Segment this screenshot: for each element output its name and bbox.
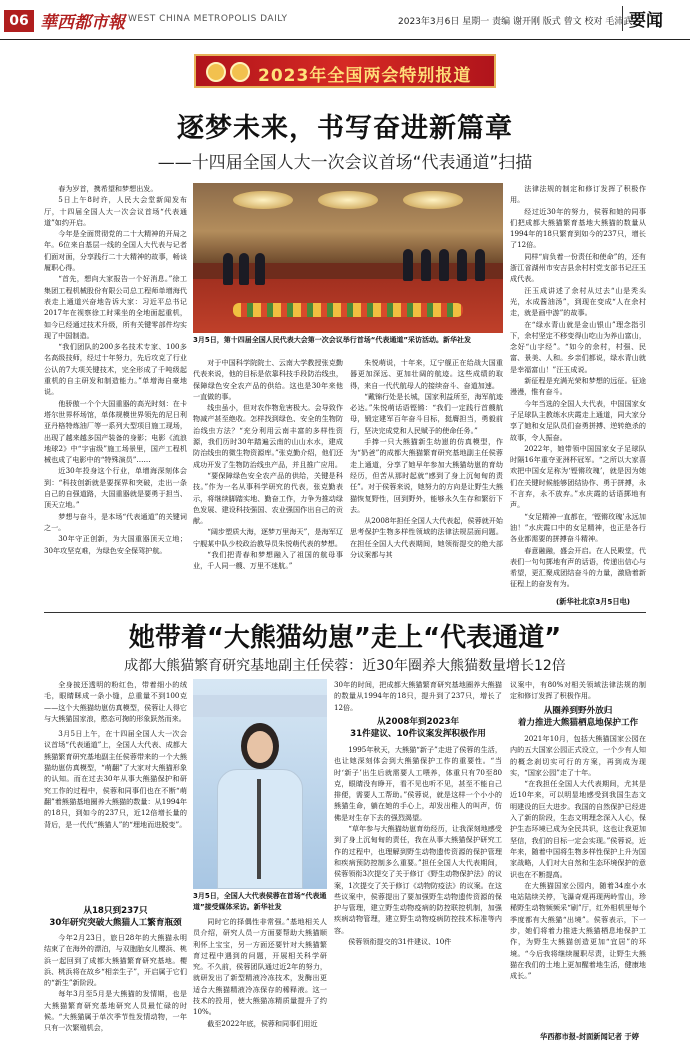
section-title: 要闻: [622, 6, 663, 31]
paragraph: 在大熊猫国家公园内，随着34座小水电站陆续关停，飞瀑奇观再现两岭雪山，珍稀野生动物频频采“刷”厅，红外相机里每个季度都有大熊猫“出境”。侯蓉表示，下一步，她们将着力推进大熊猫栖息地保护工作，为野生大熊猫创造更加“宜居”的环境。“今后我将继续履职尽责，让野生大熊猫在我们的土地上更加醒着地生活，健康地成长。”: [510, 880, 646, 981]
paragraph: 3月5日上午，在十四届全国人大一次会议首场“代表通道”上，全国人大代表、成都大熊猫繁育研究基地副主任侯蓉带来的一个大熊猫幼崽仿真模型，“萌翻”了大家对大熊猫形象的认知。而在过去30年从事大熊猫保护和研究工作的过程中，侯蓉和同事们也在不断“萌翻”着熊猫基地圈养大熊猫的数量：从1994年的18只，到如今的237只，近12倍增长量的背后，是一代代“熊猫人”的“埋地而进脱变”。: [44, 729, 187, 829]
article2-subhead-2: 从2008年到2023年 31件建议、10件议案发挥积极作用: [350, 717, 486, 739]
paragraph: 5日上午8时许，人民大会堂新闻发布厅，十四届全国人大一次会议首场“代表通道”如约开启。: [44, 195, 187, 227]
article1-column-2: [193, 357, 343, 609]
paragraph: 2022年，她带领中国国家女子足球队时隔16年重夺亚洲杯冠军。“之所以大家喜欢把中国女足称为‘铿锵玫瑰’，就是因为她们在关键时候能够团结协作、勇于拼搏，永不言弃，永不放弃。”水庆霞的话语掷地有声。: [510, 443, 646, 510]
paragraph: 今年当选的全国人大代表，中国国家女子足球队主教练水庆霞走上通道，同大家分享了她和女足队员们奋勇拼搏、逆转绝杀的故事，令人振奋。: [510, 398, 646, 442]
paragraph: 春为岁首，携希望和梦想出发。: [58, 184, 158, 193]
article1-credit: (新华社北京3月5日电): [556, 597, 631, 606]
national-emblem-icon: [206, 62, 226, 82]
paragraph: 法律法规的制定和修订发挥了积极作用。: [510, 184, 646, 205]
paragraph: “我们把青春和梦想融入了祖国的航母事业，千人同一艘、万里不迷航。”: [193, 550, 343, 571]
paragraph: 他骄傲一个个大国重器的高光时刻：在卡塔尔世界杯场馆，单体规模世界领先的尼日利亚丹格特炼油厂等一系列大型项目施工现场，出现了越来越多国产装备的身影；电影《流浪地球2》中“宇宙级”施工场景里，国产工程机械也成了电影中的“特殊演员”……: [44, 398, 187, 465]
paragraph: 侯蓉领衔提交的31件建议、10件: [348, 937, 452, 947]
paragraph: 30年守正创新，为大国重器顶天立地；30年攻坚克难，为绿色安全保驾护航。: [44, 534, 187, 555]
article2-subhead-3: 从圈养到野外放归 着力推进大熊猫栖息地保护工作: [517, 706, 639, 728]
article1-column-1: [44, 183, 187, 608]
article2-column-4-top: [510, 679, 646, 703]
masthead: [0, 0, 690, 40]
paper-name-english: WEST CHINA METROPOLIS DAILY: [128, 14, 288, 24]
article2-column-3: [334, 744, 502, 1046]
article2-headline: 她带着“大熊猫幼崽”走上“代表通道”: [128, 623, 562, 653]
paragraph: 今年2月23日，旅日28年的大熊猫永明结束了在海外的漂泊，与双胞胎女儿樱浜、桃浜一起回到了成都大熊猫繁育研究基地。樱浜、桃浜将在故乡“相亲生子”，开启属于它们的“新生”新阶段。: [44, 933, 187, 988]
article1-column-3: [350, 357, 503, 609]
article2-column-1-body: [44, 932, 187, 1046]
paragraph: 同时它的择偶性非常强。”基地相关人员介绍，研究人员一方面要帮助大熊猫顺利怀上宝宝，另一方面还要针对大熊猫繁育过程中遇到的问题，开展相关科学研究。不久前，侯蓉团队通过近2年的努力，就研发出了新型精液冷冻技术，发酶出更适合大熊猫精液冷冻保存的稀释液。这一技术的投用，使大熊猫冻精质量提升了约10%。: [193, 917, 327, 1017]
paragraph: 截至2022年底，侯蓉和同事们用近: [207, 1018, 318, 1028]
cppcc-emblem-icon: [230, 62, 250, 82]
page-number: 06: [4, 10, 34, 32]
special-report-banner: [194, 54, 496, 88]
banner-text: 2023年全国两会特别报道: [258, 66, 472, 86]
paragraph: 新征程是充满光荣和梦想的远征。征途漫漫，惟有奋斗。: [510, 376, 646, 397]
paragraph: “草年参与大熊猫幼崽育幼经历，让我深刻地感受到了身上沉甸甸的责任，我在从事大熊猫保护研究工作的过程中，也理解到野生动物遗传资源的保护管理和疾病预防控制多么重要。”担任全国人大代表期间，侯蓉领衔3次提交了关于修订《野生动物保护法》的议案，1次提交了关于修订《动物防疫法》的议案。在这些议案中，侯蓉提出了要加强野生动物遗传资源的保护与管理，建立野生动物疫病的防控联控机制，加强疾病动物管理，建立野生动物疫病防控技术标准等内容。: [334, 824, 502, 935]
article2-column-1-intro: [44, 679, 187, 903]
article1-headline: 逐梦未来，书写奋进新篇章: [177, 113, 513, 144]
paragraph: 手捧一只大熊猫新生幼崽的仿真模型，作为“奶爸”的成都大熊猫繁育研究基地副主任侯蓉走上通道，分享了她早年参加大熊猫幼崽的育幼经历，但苦从那时起就“感到了身上沉甸甸的责任”。对于侯蓉来说，她努力的方向是让野生大熊猫恢复野性，回到野外，能够永久生存和繁衍下去。: [350, 437, 503, 514]
article2-photo-hou-rong: [193, 679, 327, 889]
paper-name: 華西都市報: [40, 13, 125, 33]
lead-paragraph: 全身披还透明的粉红色，带着细小的绒毛，眼睛眯成一条小缝，总重量不到100克——这个大熊猫幼崽仿真模型，侯蓉让人得它与大熊猫国家浪，憨态可掬的形象跃然而来。: [44, 680, 187, 723]
article2-photo-caption: 3月5日，全国人大代表侯蓉在首场“代表通道”接受媒体采访。新华社发: [193, 892, 327, 911]
article2-credit: 华西都市报-封面新闻记者 于婷: [540, 1032, 639, 1041]
article1-subheadline: ——十四届全国人大一次会议首场“代表通道”扫描: [157, 153, 533, 173]
paragraph: 30年的时间，把成都大熊猫繁育研究基地圈养大熊猫的数量从1994年的18只，提升到了237只，增长了12倍。: [334, 680, 502, 712]
paragraph: “女足精神一直都在，‘铿锵玫瑰’永远加油！”水庆霞口中的女足精神，也正是各行各业都需要的拼搏奋斗精神。: [510, 511, 646, 544]
paragraph: 每年3月至5月是大熊猫的发情期，也是大熊猫繁育研究基地研究人员最忙碌的时候。“大熊猫属于单次季节性发情动物，一年只有一次繁殖机会，: [44, 989, 187, 1033]
paragraph: “要保障绿色安全农产品的供给，关键是科技。”作为一名从事科学研究的代表，张克勤表示，将继续脚踏实地、勤奋工作，力争为推动绿色发展、建设科技强国、农业强国作出自己的贡献。: [193, 470, 343, 526]
paragraph: “阔步塑质大海，逐梦万里海天”，是海军辽宁舰某中队少校政治教导员朱悦萌代表的梦想。: [193, 527, 343, 548]
date-line: 2023年3月6日 星期一 责编 谢开刚 版式 曾文 校对 毛沛武: [398, 17, 633, 27]
article2-column-3-top: [334, 679, 502, 713]
paragraph: 从2008年担任全国人大代表起，侯蓉就开始思考保护生物多样性领域的法律法规层面问题。在担任全国人大代表期间，她领衔提交的绝大部分议案都与其: [350, 516, 503, 560]
paragraph: “我们团队的200多名技术专家、100多名高级技师，经过十年努力，先后攻克了行业公认的7大项关键技术，完全形成了千吨级起重机的自主研发和制造能力。”单增海自豪地说。: [44, 342, 187, 397]
article1-photo-delegates-channel: [193, 183, 503, 333]
paragraph: 近30年投身这个行业，单增海深刻体会到：“科技创新就是要探界和突破，走出一条自己的自强道路，大国重器就是要勇于担当、顶天立地。”: [44, 466, 187, 510]
paragraph: 2021年10月，包括大熊猫国家公园在内的五大国家公园正式设立，一个少有人知的概念刹切实可行的方案，再到成为现实，“国家公园”走了十年。: [510, 734, 646, 777]
paragraph: 朱悦萌说，十年来，辽宁舰正在给战大国重器更加深远、更加壮阔的航迹。这些成绩的取得，来自一代代航母人的接续奋斗、奋道加速。: [350, 358, 503, 390]
paragraph: 线虫虽小，但对农作物危害极大。会导致作物减产甚至绝收。怎样找到绿色、安全的生物防治线虫方法？“充分利用云南丰富的多样性资源，我们历时30年踏遍云南的山山水水，建成防治线虫的微生物资源库。”张克勤介绍，他们还成功开发了生物防治线虫产品，并且推广应用。: [193, 403, 343, 469]
paragraph: 梦想与奋斗，是本场“代表通道”的关键词之一。: [44, 511, 187, 532]
section-divider: [44, 612, 646, 613]
paragraph: 在“绿水青山就是金山银山”理念指引下，余村坚定不移变得山吃山为养山富山，念好“山字经”。“如今的余村，村强、民富、景美、人和。乡亲们都说，绿水青山就是幸福富山！”汪玉成说。: [510, 319, 646, 374]
paragraph: 汪玉成讲述了余村从过去“山是秃头光，水成酱油汤”，到现在变成“人在余村走，就是画中游”的故事。: [510, 285, 646, 318]
article1-column-4: [510, 183, 646, 596]
paragraph: 今年是全面贯彻党的二十大精神的开局之年。6位来自基层一线的全国人大代表与记者们面对面，分享践行二十大精神的故事，畅谈履职心得。: [44, 229, 187, 273]
paragraph: “首先，想向大家报告一个好消息。”徐工集团工程机械股份有限公司总工程师单增海代表走上通道兴奋地告诉大家：习近平总书记2017年在视察徐工时乘坐的全地面起重机，如今已经通过技术升级，所有关键零部件均实现了中国制造。: [44, 274, 187, 340]
article2-subhead-1: 从18只到237只 30年研究突破大熊猫人工繁育瓶颈: [49, 906, 182, 928]
article1-photo-caption: 3月5日，第十四届全国人民代表大会第一次会议举行首场“代表通道”采访活动。新华社发: [193, 336, 471, 344]
paragraph: “戴锦行处是长城，国家利益所至，海军航迹必达。”朱悦萌话语铿锵：“我们一定践行首艘航母，锻定建军百年奋斗目标，挺膺担当，勇毅前行，坚决完成党和人民赋予的使命任务。”: [350, 391, 503, 435]
paragraph: 春意融融，盛会开启。在人民殿堂，代表们一句句掷地有声的话语，传递出信心与希望，更汇聚成团结奋斗的力量，激励着新征程上的奋发有为。: [510, 545, 646, 589]
paragraph: “在我担任全国人大代表期间，尤其是近10年来，可以明显地感受到我国生态文明建设的巨大进步。我国的自然保护已经进入了新的阶段，生态文明理念深入人心，保护生态环境已成为全民共识，这也让我更加坚信，我们的目标一定会实现。”侯蓉说，近年来，随着中国将生物多样性保护上升为国家战略，人们对大自然和生态环境保护的意识也在不断提高。: [510, 779, 646, 879]
paragraph: 同样“肩负着一份责任和使命”的，还有浙江省湖州市安吉县余村村党支部书记汪玉成代表。: [510, 251, 646, 284]
paragraph: 对于中国科学院院士、云南大学教授张克勤代表来说，他的目标是依靠科技手段防治线虫，保障绿色安全农产品的供给。这也是30年来他一直做的事。: [193, 358, 343, 401]
article2-column-4: [510, 733, 646, 1028]
paragraph: 1995年秋天，大熊猫“新子”走进了侯蓉的生活，也让她深刻体会到大熊猫保护工作的重要性。“当时‘新子’出生后就需要人工喂养，体重只有70至80克，眼睛没有睁开，看不见也听不见，甚至不能自己排便，需要人工帮助。”侯蓉说，就是这样一个小小的熊猫生命，躺在她的手心上，却发出稚人的叫声，仿佛是对生存下去的强烈渴望。: [334, 745, 502, 822]
article2-subheadline: 成都大熊猫繁育研究基地副主任侯蓉：近30年圈养大熊猫数量增长12倍: [124, 658, 566, 674]
paragraph: 经过近30年的努力，侯蓉和她的同事们把成都大熊猫繁育基地大熊猫的数量从1994年的18只繁育到如今的237只，增长了12倍。: [510, 206, 646, 250]
paragraph: 议案中，有80%对相关领域法律法规的制定和修订发挥了积极作用。: [510, 680, 646, 701]
article2-column-2: [193, 916, 327, 1046]
